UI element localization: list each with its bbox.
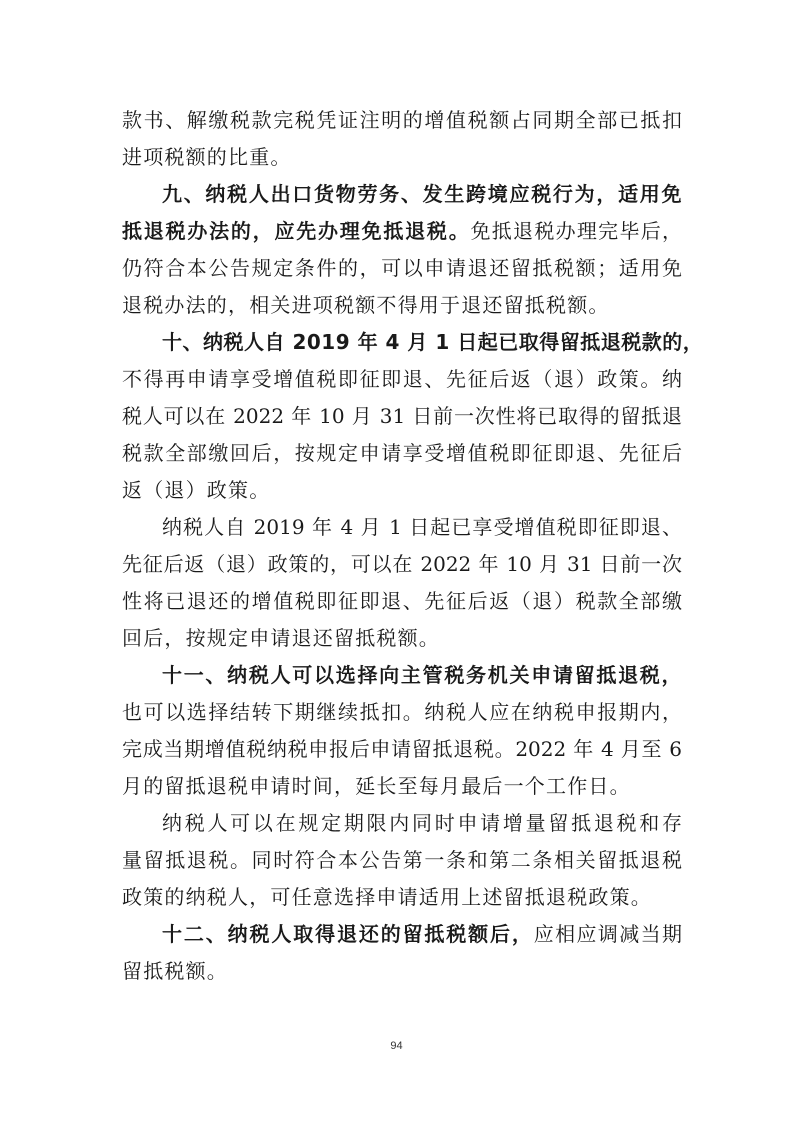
page-number: 94 <box>390 1040 403 1052</box>
text-run: 纳税人自 2019 年 4 月 1 日起已享受增值税即征即退、 <box>162 515 682 539</box>
text-line <box>122 107 682 133</box>
bold-text-run: 十一、纳税人可以选择向主管税务机关申请留抵退税， <box>162 663 682 687</box>
text-line <box>122 218 682 244</box>
text-run: 月的留抵退税申请时间，延长至每月最后一个工作日。 <box>122 774 631 798</box>
text-line <box>162 810 682 836</box>
text-run: 退税办法的，相关进项税额不得用于退还留抵税额。 <box>122 293 610 317</box>
text-line <box>162 329 704 355</box>
text-line <box>122 847 682 873</box>
text-run: 税款全部缴回后，按规定申请享受增值税即征即退、先征后 <box>122 441 682 465</box>
text-run: 免抵退税办理完毕后， <box>470 219 683 243</box>
text-run: 量留抵退税。同时符合本公告第一条和第二条相关留抵退税 <box>122 848 682 872</box>
text-run: 也可以选择结转下期继续抵扣。纳税人应在纳税申报期内， <box>122 700 682 724</box>
text-line <box>122 773 682 799</box>
text-run: 政策的纳税人，可任意选择申请适用上述留抵退税政策。 <box>122 885 652 909</box>
text-run: 回后，按规定申请退还留抵税额。 <box>122 626 440 650</box>
text-run: 返（退）政策。 <box>122 478 271 502</box>
text-line <box>122 366 682 392</box>
bold-text-run: 十、纳税人自 2019 年 4 月 1 日起已取得留抵退税款的， <box>162 330 704 354</box>
text-line <box>122 699 682 725</box>
text-line <box>122 255 682 281</box>
bold-text-run: 九、纳税人出口货物劳务、发生跨境应税行为，适用免 <box>162 182 682 206</box>
text-run: 完成当期增值税纳税申报后申请留抵退税。2022 年 4 月至 6 <box>122 737 682 761</box>
text-run: 性将已退还的增值税即征即退、先征后返（退）税款全部缴 <box>122 589 682 613</box>
text-run: 进项税额的比重。 <box>122 145 292 169</box>
text-run: 税人可以在 2022 年 10 月 31 日前一次性将已取得的留抵退 <box>122 404 682 428</box>
text-line <box>122 477 682 503</box>
text-run: 纳税人可以在规定期限内同时申请增量留抵退税和存 <box>162 811 682 835</box>
text-line <box>122 958 682 984</box>
text-line <box>122 736 682 762</box>
text-run: 留抵税额。 <box>122 959 228 983</box>
text-run: 应相应调减当期 <box>533 922 683 946</box>
text-line <box>122 403 682 429</box>
text-line <box>162 181 682 207</box>
text-line <box>162 921 682 947</box>
bold-text-run: 十二、纳税人取得退还的留抵税额后， <box>162 922 534 946</box>
bold-text-run: 抵退税办法的，应先办理免抵退税。 <box>122 219 471 243</box>
text-line <box>162 514 682 540</box>
text-run: 仍符合本公告规定条件的，可以申请退还留抵税额；适用免 <box>122 256 682 280</box>
text-run: 款书、解缴税款完税凭证注明的增值税额占同期全部已抵扣 <box>122 108 682 132</box>
text-line <box>122 625 682 651</box>
text-line <box>122 588 682 614</box>
text-line <box>122 884 682 910</box>
text-run: 先征后返（退）政策的，可以在 2022 年 10 月 31 日前一次 <box>122 552 682 576</box>
text-line <box>122 551 682 577</box>
text-line <box>122 292 682 318</box>
text-line <box>122 144 682 170</box>
text-line <box>122 440 682 466</box>
text-run: 不得再申请享受增值税即征即退、先征后返（退）政策。纳 <box>122 367 682 391</box>
text-line <box>162 662 682 688</box>
